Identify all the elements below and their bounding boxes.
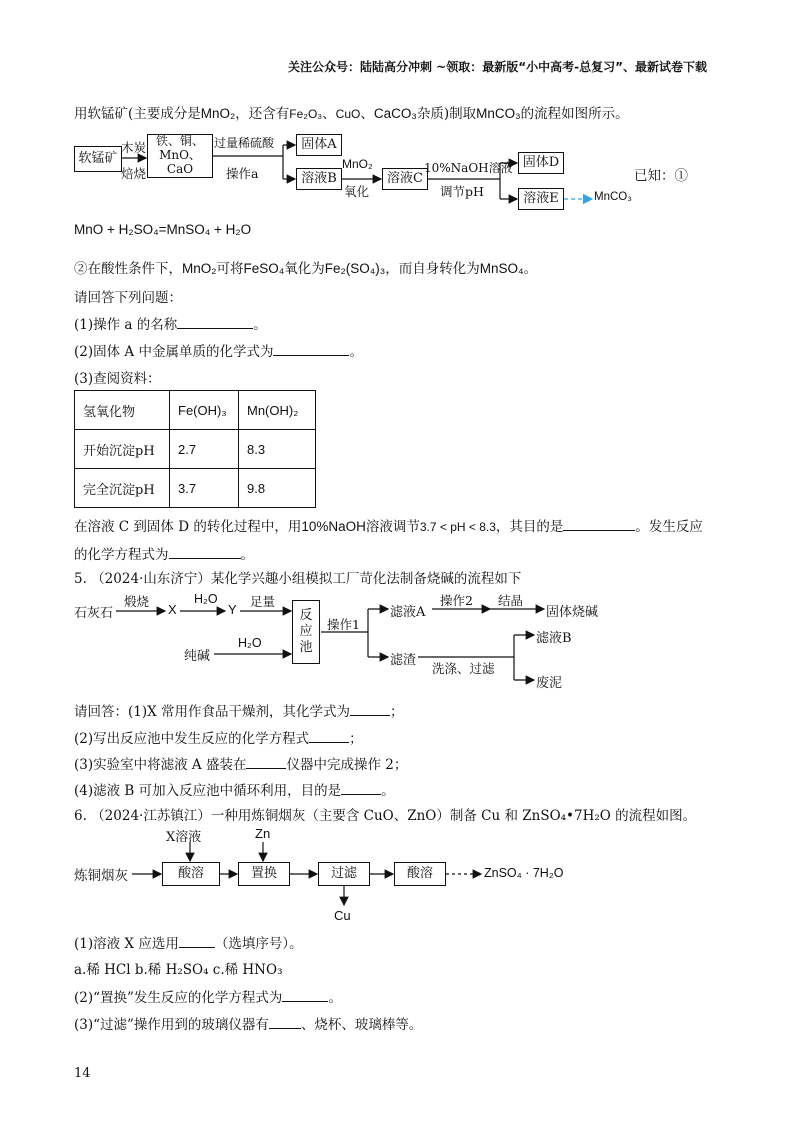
q5-q4-end: 。 bbox=[381, 783, 395, 799]
known2-mnso4: MnSO₄ bbox=[479, 261, 524, 276]
q5-y: Y bbox=[228, 602, 237, 617]
q5-q4-text: (4)滤液 B 可加入反应池中循环利用，目的是 bbox=[74, 783, 342, 799]
flow-label-op-a: 操作a bbox=[226, 166, 259, 181]
page-header: 关注公众号：陆陆高分冲刺 ~领取：最新版“小中高考-总复习”、最新试卷下载 bbox=[288, 60, 707, 74]
q5-q3-b: 仪器中完成操作 2； bbox=[286, 757, 408, 773]
known2-fe2so43: Fe₂(SO₄)₃ bbox=[324, 261, 386, 276]
q6-box-filter: 过滤 bbox=[318, 862, 370, 886]
q5-filtrate-a: 滤液A bbox=[390, 605, 426, 620]
table-cell: 开始沉淀pH bbox=[75, 430, 170, 469]
flow-box-soln-e: 溶液E bbox=[518, 188, 564, 210]
q6-zn: Zn bbox=[255, 826, 271, 841]
flow-label-charcoal: 木炭 bbox=[121, 140, 147, 155]
q5-filtrate-b: 滤液B bbox=[536, 631, 572, 646]
formula-mno2: MnO₂ bbox=[200, 106, 236, 121]
table-header-cell: Fe(OH)₃ bbox=[170, 391, 239, 430]
formula-cuo: CuO bbox=[335, 107, 361, 121]
q6-box-acid1: 酸溶 bbox=[162, 862, 220, 886]
q5-h2o-1: H₂O bbox=[194, 592, 218, 606]
known2-c: 氧化为 bbox=[284, 261, 325, 277]
q4-after-f: 。 bbox=[240, 547, 254, 563]
flow-box-soln-c: 溶液C bbox=[382, 168, 428, 190]
answer-blank-10[interactable] bbox=[282, 1001, 328, 1002]
q6-q3 bbox=[74, 1013, 422, 1033]
q4-intro-b: ，还含有 bbox=[235, 106, 290, 122]
formula-caco3: CaCO₃ bbox=[373, 106, 417, 121]
known1-equation: MnO + H₂SO₄=MnSO₄ + H₂O bbox=[74, 222, 252, 237]
q4-after-range: 3.7 < pH < 8.3 bbox=[419, 520, 496, 534]
q5-limestone: 石灰石 bbox=[74, 606, 114, 621]
q5-x: X bbox=[168, 602, 177, 617]
q5-mud: 废泥 bbox=[536, 676, 563, 691]
q5-op2: 操作2 bbox=[440, 593, 473, 608]
flow-box-mix: 铁、铜、MnO、CaO bbox=[147, 134, 213, 178]
table-cell: 9.8 bbox=[239, 469, 316, 508]
q4-sub2-text: (2)固体 A 中金属单质的化学式为 bbox=[74, 344, 274, 360]
q5-op1: 操作1 bbox=[327, 617, 360, 632]
known2-e: 。 bbox=[523, 261, 538, 277]
table-header-cell: Mn(OH)₂ bbox=[239, 391, 316, 430]
q5-q1-text: 请回答：(1)X 常用作食品干燥剂，其化学式为 bbox=[74, 704, 351, 720]
q4-sep2: 、 bbox=[360, 106, 374, 122]
flow-label-adjust-ph: 调节pH bbox=[440, 184, 484, 199]
table-cell: 8.3 bbox=[239, 430, 316, 469]
q6-box-replace: 置换 bbox=[238, 862, 290, 886]
flow-label-mno2: MnO₂ bbox=[342, 157, 373, 171]
q6-x-solution: X溶液 bbox=[166, 830, 202, 845]
flow-label-acid: 过量稀硫酸 bbox=[214, 136, 275, 150]
q5-q3-a: (3)实验室中将滤液 A 盛装在 bbox=[74, 757, 247, 773]
q6-title: 6. （2024·江苏镇江）一种用炼铜烟灰（主要含 CuO、ZnO）制备 Cu 和 ZnSO₄•7H₂O 的流程如图。 bbox=[74, 808, 697, 824]
q5-q2-end: ； bbox=[349, 731, 363, 747]
q5-reactor-box: 反应池 bbox=[292, 600, 320, 664]
q4-after-naoh: 10%NaOH bbox=[301, 519, 366, 534]
flow-label-roast: 焙烧 bbox=[121, 166, 147, 181]
q6-ash: 炼铜烟灰 bbox=[74, 868, 128, 884]
q4-intro-a: 用软锰矿(主要成分是 bbox=[74, 106, 201, 122]
flow-box-solid-d: 固体D bbox=[518, 152, 564, 174]
formula-fe2o3: Fe₂O₃ bbox=[289, 107, 323, 121]
q5-calcine: 煅烧 bbox=[124, 594, 150, 609]
q4-intro-c: 杂质)制取 bbox=[416, 106, 477, 122]
q4-after-e: 的化学方程式为 bbox=[74, 547, 169, 563]
q6-q2-end: 。 bbox=[328, 990, 342, 1006]
q5-title: 5. （2024·山东济宁）某化学兴趣小组模拟工厂苛化法制备烧碱的流程如下 bbox=[74, 571, 522, 587]
q5-excess: 足量 bbox=[250, 594, 276, 609]
flow-label-naoh: 10%NaOH溶液 bbox=[424, 161, 513, 175]
q4-sub1-text: (1)操作 a 的名称 bbox=[74, 317, 178, 333]
table-cell: 完全沉淀pH bbox=[75, 469, 170, 508]
q5-h2o-2: H₂O bbox=[238, 636, 262, 650]
answer-blank-9[interactable] bbox=[179, 947, 215, 948]
q6-q3-a: (3)“过滤”操作用到的玻璃仪器有 bbox=[74, 1017, 269, 1033]
known2-d: ，而自身转化为 bbox=[385, 261, 480, 277]
q4-sub2-end: 。 bbox=[349, 344, 363, 360]
formula-mnco3: MnCO₃ bbox=[476, 106, 521, 121]
flow-box-ore: 软锰矿 bbox=[74, 146, 122, 172]
table-cell: 2.7 bbox=[170, 430, 239, 469]
known2-a: ②在酸性条件下， bbox=[74, 261, 182, 277]
q5-q2-text: (2)写出反应池中发生反应的化学方程式 bbox=[74, 731, 310, 747]
q5-wash: 洗涤、过滤 bbox=[432, 661, 495, 676]
known1-label: 已知：① bbox=[634, 168, 688, 184]
q6-q2-text: (2)“置换”发生反应的化学方程式为 bbox=[74, 990, 283, 1006]
q5-residue: 滤渣 bbox=[390, 653, 417, 668]
q4-after-b: 溶液调节 bbox=[365, 519, 420, 535]
q5-solid-naoh: 固体烧碱 bbox=[546, 605, 599, 620]
known2-mno2: MnO₂ bbox=[182, 261, 217, 276]
page-number: 14 bbox=[74, 1066, 91, 1081]
q4-intro-d: 的流程如图所示。 bbox=[520, 106, 629, 122]
q6-q1 bbox=[74, 932, 303, 952]
q4-sep1: 、 bbox=[322, 106, 336, 122]
q4-sub3: (3)查阅资料： bbox=[74, 371, 161, 387]
q5-soda: 纯碱 bbox=[184, 649, 211, 664]
known2-feso4: FeSO₄ bbox=[243, 261, 285, 276]
q6-options: a.稀 HCl b.稀 H₂SO₄ c.稀 HNO₃ bbox=[74, 962, 283, 978]
q6-product: ZnSO₄ · 7H₂O bbox=[484, 866, 564, 880]
known2-b: 可将 bbox=[216, 261, 244, 277]
q4-ask: 请回答下列问题： bbox=[74, 290, 182, 306]
flow-label-oxidize: 氧化 bbox=[344, 184, 370, 199]
q4-sub1-end: 。 bbox=[253, 317, 267, 333]
table-cell: 3.7 bbox=[170, 469, 239, 508]
q6-q1-text: (1)溶液 X 应选用 bbox=[74, 936, 179, 952]
q4-after-d: 。发生反应 bbox=[635, 519, 703, 535]
q6-cu: Cu bbox=[334, 908, 351, 923]
q6-q1-end: （选填序号）。 bbox=[214, 936, 303, 952]
flow-box-soln-b: 溶液B bbox=[296, 168, 342, 190]
q4-after-c: ，其目的是 bbox=[495, 519, 564, 535]
answer-blank-11[interactable] bbox=[269, 1028, 301, 1029]
q6-q2 bbox=[74, 986, 342, 1006]
q4-after-a: 在溶液 C 到固体 D 的转化过程中，用 bbox=[74, 519, 302, 535]
table-header-cell: 氢氧化物 bbox=[75, 391, 170, 430]
q6-box-acid2: 酸溶 bbox=[394, 862, 446, 886]
q5-q1-end: ； bbox=[390, 704, 404, 720]
flow-label-product: MnCO₃ bbox=[594, 191, 632, 203]
q6-q3-b: 、烧杯、玻璃棒等。 bbox=[300, 1017, 423, 1033]
flow-box-solid-a: 固体A bbox=[296, 134, 342, 156]
q5-crystallize: 结晶 bbox=[498, 593, 524, 608]
